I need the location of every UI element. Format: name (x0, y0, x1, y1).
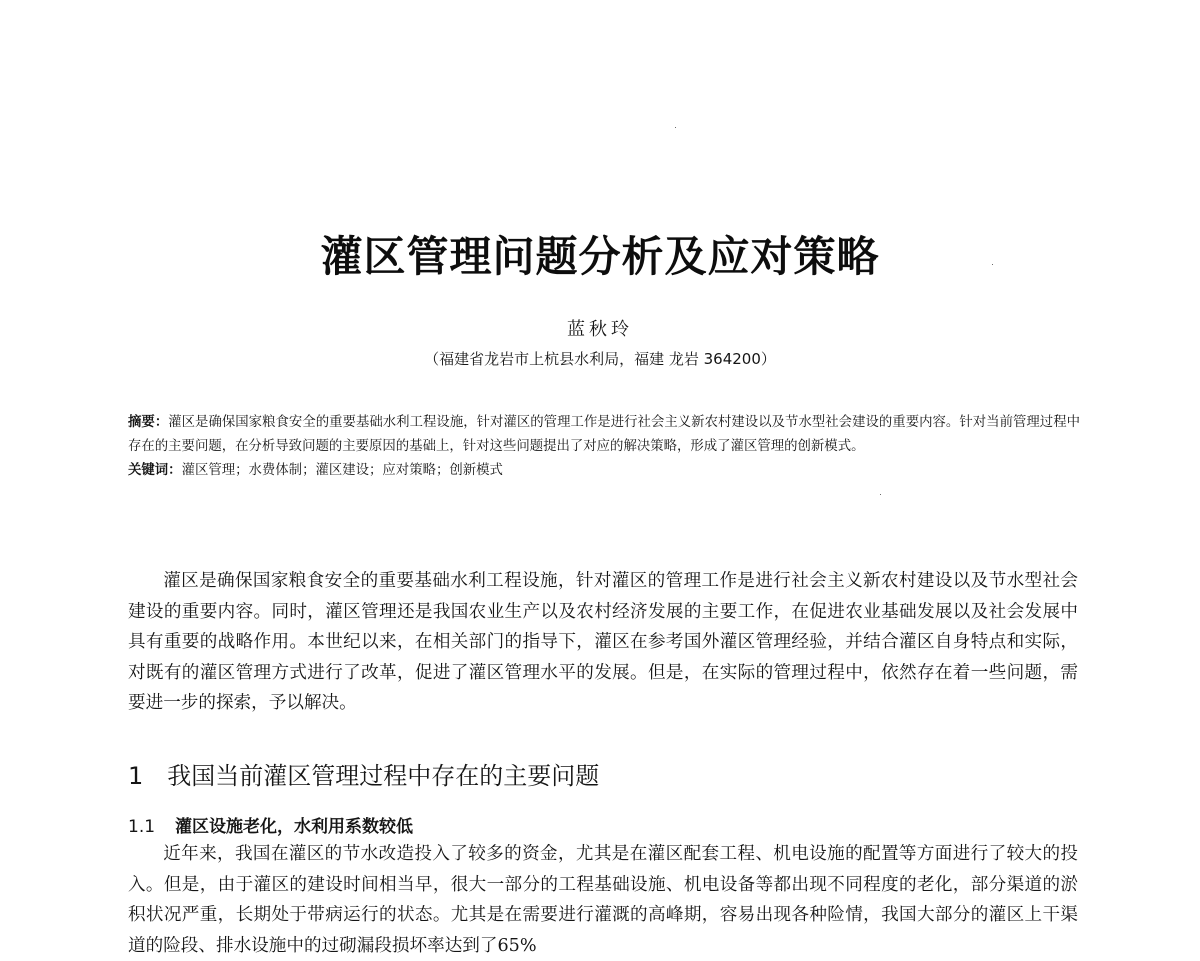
abstract-label: 摘要： (128, 415, 169, 430)
abstract-paragraph (128, 411, 1080, 459)
section-1-heading (128, 756, 599, 791)
abstract-text: 灌区是确保国家粮食安全的重要基础水利工程设施，针对灌区的管理工作是进行社会主义新农村建设以及节水型社会建设的重要内容。针对当前管理过程中存在的主要问题，在分析导致问题的主要原因的基础上，针对这些问题提出了对应的解决策略，形成了灌区管理的创新模式。 (128, 415, 1081, 454)
scan-speck (675, 127, 676, 128)
section-1-1-heading (128, 812, 413, 837)
intro-section (128, 566, 1078, 719)
keywords-paragraph (128, 459, 1080, 483)
section-1-1-title: 灌区设施老化，水利用系数较低 (175, 817, 414, 837)
paper-title: 灌区管理问题分析及应对策略 (320, 232, 880, 281)
author-affiliation: （福建省龙岩市上杭县水利局，福建 龙岩 364200） (424, 350, 776, 368)
section-1-title: 我国当前灌区管理过程中存在的主要问题 (167, 762, 600, 790)
scan-speck (880, 494, 881, 495)
section-1-1-number: 1.1 (128, 817, 156, 837)
intro-paragraph: 灌区是确保国家粮食安全的重要基础水利工程设施，针对灌区的管理工作是进行社会主义新农村建设以及节水型社会建设的重要内容。同时，灌区管理还是我国农业生产以及农村经济发展的主要工作，在促进农业基础发展以及社会发展中具有重要的战略作用。本世纪以来，在相关部门的指导下，灌区在参考国外灌区管理经验，并结合灌区自身特点和实际，对既有的灌区管理方式进行了改革，促进了灌区管理水平的发展。但是，在实际的管理过程中，依然存在着一些问题，需要进一步的探索，予以解决。 (128, 571, 1078, 713)
author-name: 蓝秋玲 (567, 319, 633, 340)
section-1-1-paragraph: 近年来，我国在灌区的节水改造投入了较多的资金，尤其是在灌区配套工程、机电设施的配置等方面进行了较大的投入。但是，由于灌区的建设时间相当早，很大一部分的工程基础设施、机电设备等都出现不同程度的老化，部分渠道的淤积状况严重，长期处于带病运行的状态。尤其是在需要进行灌溉的高峰期，容易出现各种险情，我国大部分的灌区上干渠道的险段、排水设施中的过砌漏段损坏率达到了65% (128, 844, 1078, 956)
keywords-label: 关键词： (128, 463, 182, 478)
section-1-number: 1 (128, 762, 144, 790)
abstract-block (128, 411, 1080, 483)
keywords-text: 灌区管理；水费体制；灌区建设；应对策略；创新模式 (181, 463, 503, 478)
section-1-1-body (128, 839, 1078, 961)
